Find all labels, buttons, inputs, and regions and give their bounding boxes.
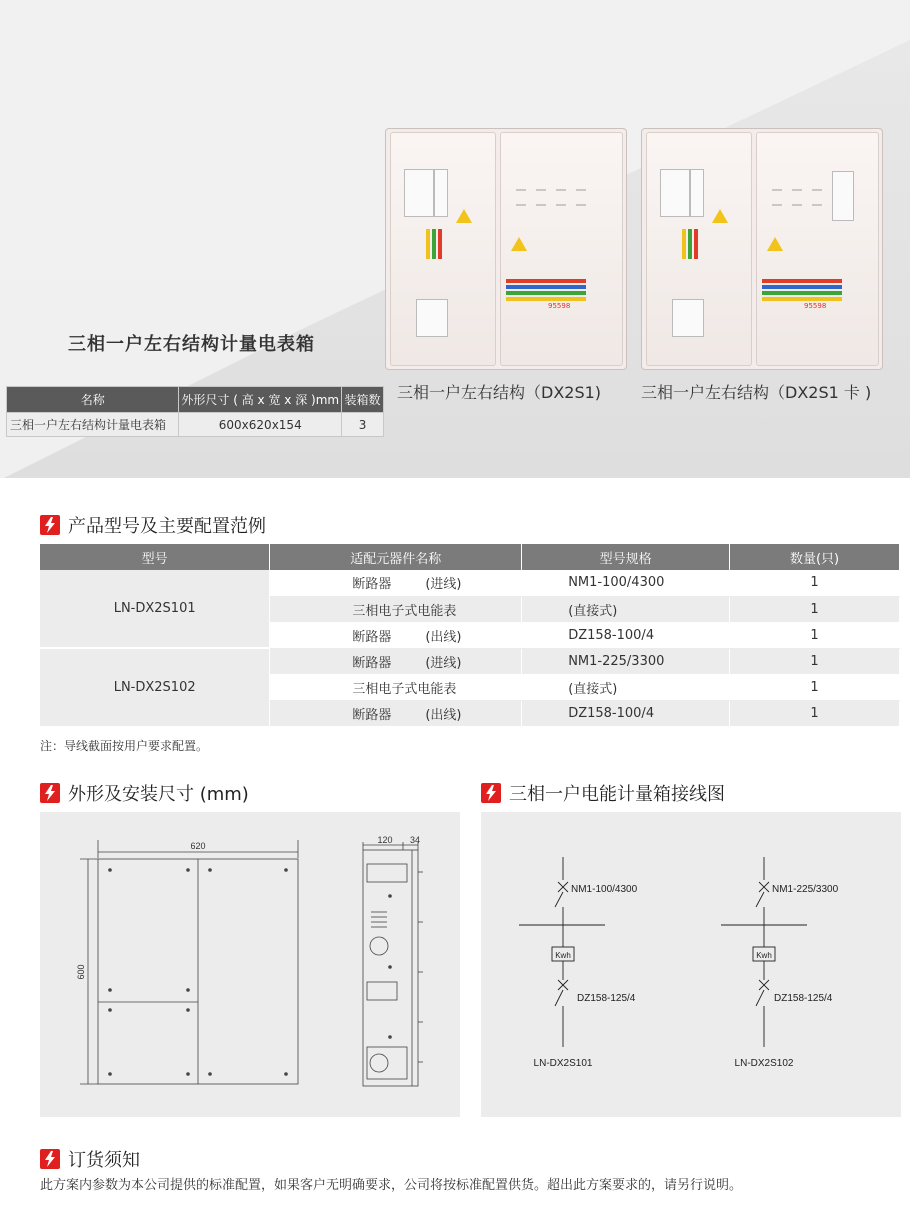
spec-header-size: 外形尺寸 ( 高 x 宽 x 深 )mm xyxy=(179,387,342,413)
circuit2-bottom-breaker: DZ158-125/4 xyxy=(774,993,833,1004)
cfg-header-component: 适配元器件名称 xyxy=(270,544,522,570)
wiring-diagram xyxy=(481,812,901,1117)
dimensions-heading xyxy=(40,780,249,806)
cfg-component: 断路器 (进线) xyxy=(270,570,522,596)
spec-cell-name: 三相一户左右结构计量电表箱 xyxy=(7,413,179,437)
cfg-component: 断路器 (出线) xyxy=(270,622,522,648)
side-lid-label: 34 xyxy=(409,835,421,845)
circuit1-top-breaker: NM1-100/4300 xyxy=(571,884,638,895)
page-title: 三相一户左右结构计量电表箱 xyxy=(68,334,315,355)
spec-cell-size: 600x620x154 xyxy=(179,413,342,437)
order-heading-text: 订货须知 xyxy=(68,1150,140,1171)
spec-header-name: 名称 xyxy=(7,387,179,413)
product-photo-dx2s1 xyxy=(385,128,627,370)
cfg-spec: DZ158-100/4 xyxy=(522,622,730,648)
cfg-component: 断路器 (出线) xyxy=(270,700,522,726)
order-heading xyxy=(40,1146,140,1172)
circuit2-top-breaker: NM1-225/3300 xyxy=(772,884,839,895)
cfg-header-spec: 型号规格 xyxy=(522,544,730,570)
config-table xyxy=(40,544,900,727)
lightning-icon xyxy=(40,1149,60,1169)
config-heading-text: 产品型号及主要配置范例 xyxy=(68,516,266,537)
hero-banner xyxy=(0,0,910,478)
product-caption-1: 三相一户左右结构（DX2S1) xyxy=(397,383,602,402)
lightning-icon xyxy=(40,783,60,803)
cfg-header-qty: 数量(只) xyxy=(730,544,900,570)
cfg-header-model: 型号 xyxy=(40,544,270,570)
circuit2-model: LN-DX2S102 xyxy=(734,1058,794,1069)
table-row xyxy=(40,648,900,674)
dimension-drawing xyxy=(40,812,460,1117)
spec-table xyxy=(6,386,384,437)
dimensions-heading-text: 外形及安装尺寸 (mm) xyxy=(68,784,249,805)
spec-cell-qty: 3 xyxy=(342,413,384,437)
cfg-model-cell: LN-DX2S102 xyxy=(40,648,270,726)
cfg-qty: 1 xyxy=(730,674,900,700)
circuit1-bottom-breaker: DZ158-125/4 xyxy=(577,993,636,1004)
width-label: 620 xyxy=(190,841,206,851)
order-text: 此方案内参数为本公司提供的标准配置，如果客户无明确要求，公司将按标准配置供货。超出此方案要求的，请另行说明。 xyxy=(40,1178,743,1193)
product-photo-dx2s1-card xyxy=(641,128,883,370)
wiring-heading xyxy=(481,780,725,806)
cfg-qty: 1 xyxy=(730,700,900,726)
product-hotline: 95598 xyxy=(548,302,571,310)
cfg-spec: (直接式) xyxy=(522,596,730,622)
cfg-spec: NM1-225/3300 xyxy=(522,648,730,674)
cfg-spec: (直接式) xyxy=(522,674,730,700)
circuit1-model: LN-DX2S101 xyxy=(533,1058,593,1069)
dimensions-panel xyxy=(40,812,460,1117)
cfg-spec: NM1-100/4300 xyxy=(522,570,730,596)
spec-header-qty: 装箱数 xyxy=(342,387,384,413)
wiring-panel xyxy=(481,812,901,1117)
product-hotline: 95598 xyxy=(804,302,827,310)
cfg-component: 三相电子式电能表 xyxy=(270,674,522,700)
cfg-spec: DZ158-100/4 xyxy=(522,700,730,726)
cfg-model-cell: LN-DX2S101 xyxy=(40,570,270,648)
wiring-heading-text: 三相一户电能计量箱接线图 xyxy=(509,784,725,805)
config-note: 注：导线截面按用户要求配置。 xyxy=(40,739,209,753)
config-heading xyxy=(40,512,266,538)
side-depth-label: 120 xyxy=(377,835,393,845)
lightning-icon xyxy=(40,515,60,535)
cfg-component: 断路器 (进线) xyxy=(270,648,522,674)
height-label: 600 xyxy=(76,964,86,980)
cfg-qty: 1 xyxy=(730,622,900,648)
circuit1-meter: Kwh xyxy=(555,951,571,960)
cfg-qty: 1 xyxy=(730,570,900,596)
lightning-icon xyxy=(481,783,501,803)
product-caption-2: 三相一户左右结构（DX2S1 卡 ) xyxy=(641,383,872,402)
circuit2-meter: Kwh xyxy=(756,951,772,960)
cfg-qty: 1 xyxy=(730,648,900,674)
cfg-qty: 1 xyxy=(730,596,900,622)
table-row xyxy=(40,570,900,596)
cfg-component: 三相电子式电能表 xyxy=(270,596,522,622)
